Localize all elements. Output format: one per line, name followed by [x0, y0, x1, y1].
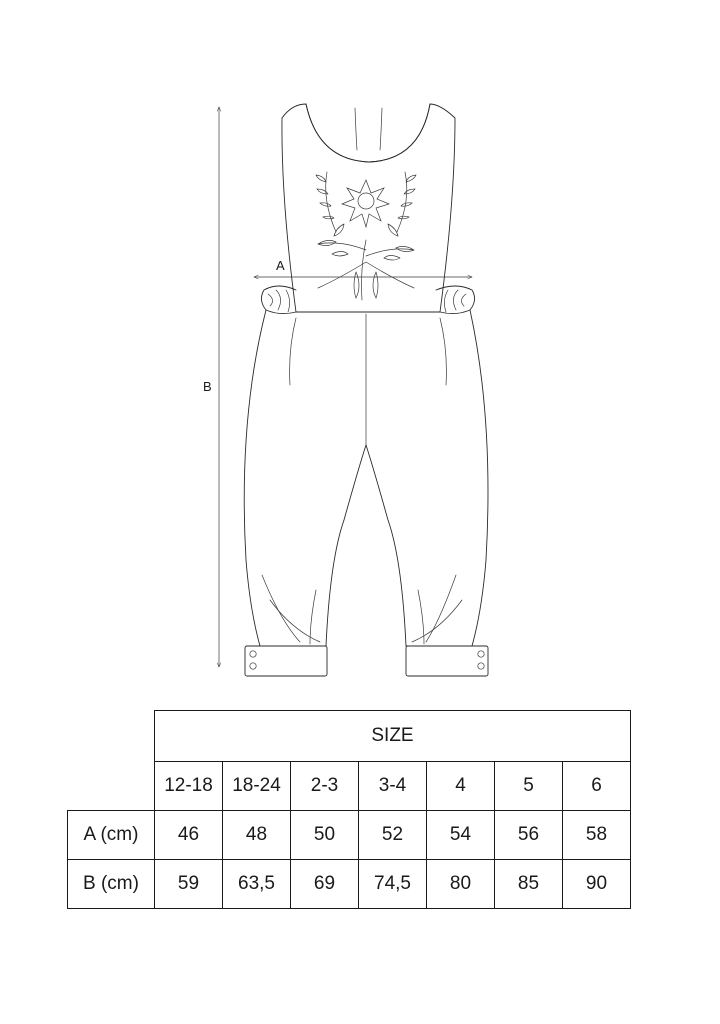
value-cell: 50 [291, 811, 359, 860]
value-cell: 63,5 [223, 860, 291, 909]
value-cell: 46 [155, 811, 223, 860]
table-row-b [68, 860, 631, 909]
value-cell: 58 [563, 811, 631, 860]
table-header-row [68, 711, 631, 762]
size-cell: 12-18 [155, 762, 223, 811]
row-label-a: A (cm) [68, 811, 155, 860]
value-cell: 74,5 [359, 860, 427, 909]
value-cell: 56 [495, 811, 563, 860]
size-cell: 3-4 [359, 762, 427, 811]
value-cell: 59 [155, 860, 223, 909]
size-chart-table [67, 710, 631, 909]
bodice [282, 104, 455, 312]
cuffs [245, 646, 488, 676]
trousers [244, 310, 488, 646]
value-cell: 85 [495, 860, 563, 909]
value-cell: 69 [291, 860, 359, 909]
measurement-b-label: B [203, 379, 212, 394]
size-cell: 4 [427, 762, 495, 811]
table-row-a [68, 811, 631, 860]
value-cell: 54 [427, 811, 495, 860]
value-cell: 52 [359, 811, 427, 860]
size-cell: 2-3 [291, 762, 359, 811]
value-cell: 48 [223, 811, 291, 860]
value-cell: 90 [563, 860, 631, 909]
floral-embroidery [316, 172, 416, 300]
size-labels-row [68, 762, 631, 811]
measurement-a-label: A [276, 258, 285, 273]
measurement-b [203, 107, 219, 667]
size-cell: 5 [495, 762, 563, 811]
size-cell: 18-24 [223, 762, 291, 811]
value-cell: 80 [427, 860, 495, 909]
size-header: SIZE [155, 711, 631, 762]
row-label-b: B (cm) [68, 860, 155, 909]
size-cell: 6 [563, 762, 631, 811]
